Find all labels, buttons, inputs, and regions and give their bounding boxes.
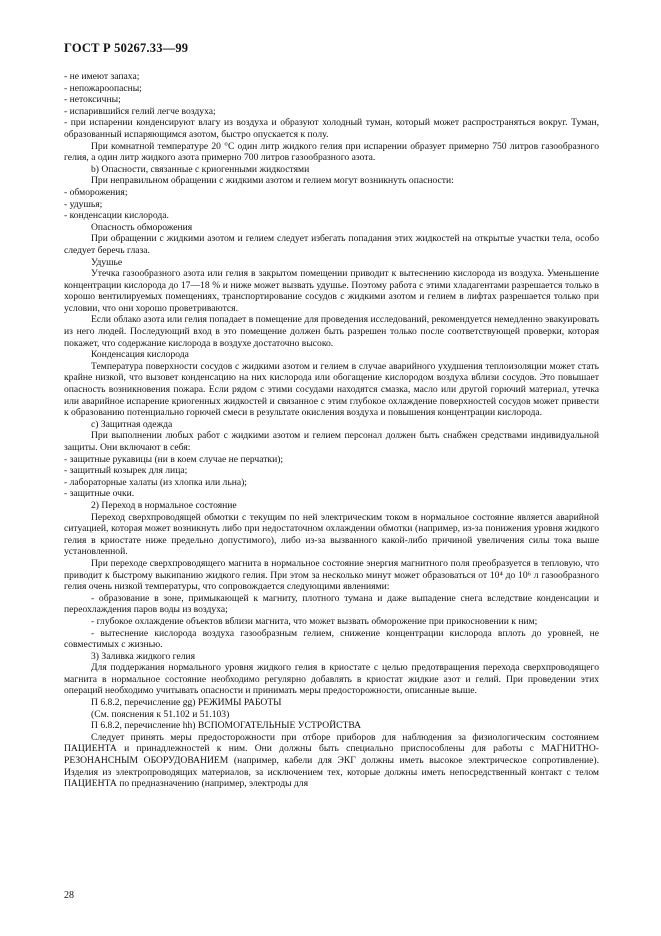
paragraph: - при испарении конденсируют влагу из воздуха и образуют холодный туман, который может распространяться вокруг. Туман, образованный испаряющимся азотом, быстро опускается к полу. — [64, 117, 599, 140]
paragraph: - конденсации кислорода. — [64, 210, 169, 222]
paragraph: (См. пояснения к 51.102 и 51.103) — [91, 708, 230, 720]
paragraph: - защитный козырек для лица; — [64, 465, 188, 477]
paragraph: Для поддержания нормального уровня жидкого гелия в криостате с целью предотвращения перехода сверхпроводящего магнита в нормальное состояние необходимо регулярно добавлять в криостат жидкие азот и гелий. При проведении этих операций необходимо учитывать опасности и принимать меры предосторожности, описанные выше. — [64, 662, 599, 697]
paragraph: 2) Переход в нормальное состояние — [91, 499, 237, 511]
paragraph: Если облако азота или гелия попадает в помещение для проведения исследований, рекомендуется немедленно эвакуировать из него людей. Последующий вход в это помещение должен быть разрешен только после соответствующей проверки, которая покажет, что содержание кислорода в воздухе достаточно высоко. — [64, 314, 599, 349]
paragraph: - защитные рукавицы (ни в коем случае не перчатки); — [64, 453, 284, 465]
paragraph: При комнатной температуре 20 °С один литр жидкого гелия при испарении образует примерно 750 литров газообразного гелия, а один литр жидкого азота примерно 700 литров газообразного азота. — [64, 140, 599, 164]
paragraph: Удушье — [91, 256, 123, 268]
paragraph: - не имеют запаха; — [64, 71, 140, 82]
paragraph: - лабораторные халаты (из хлопка или льна); — [64, 476, 247, 488]
paragraph: При неправильном обращении с жидкими азотом и гелием могут возникнуть опасности: — [91, 175, 454, 187]
paragraph: П 6.8.2, перечисление gg) РЕЖИМЫ РАБОТЫ — [91, 697, 282, 709]
page-number: 28 — [64, 890, 74, 901]
paragraph: - образование в зоне, примыкающей к магниту, плотного тумана и даже выпадение снега вследствие конденсации и переохлаждения паров воды из воздуха; — [64, 592, 599, 616]
paragraph: - обморожения; — [64, 186, 128, 198]
standard-code: ГОСТ Р 50267.33—99 — [64, 41, 189, 55]
paragraph: Утечка газообразного азота или гелия в закрытом помещении приводит к вытеснению кислорода из воздуха. Уменьшение концентрации кислорода до 17—18 % и ниже может вызвать удушье. Поэтому работа с этими хладагентами разрешается только в хорошо вентилируемых помещениях, транспортирование сосудов с жидкими азотом и гелием в лифтах разрешается только при условии, что они хорошо проветриваются. — [64, 268, 599, 314]
paragraph: - вытеснение кислорода воздуха газообразным гелием, снижение концентрации кислорода вплоть до уровней, не совместимых с жизнью. — [64, 627, 599, 651]
paragraph: Переход сверхпроводящей обмотки с текущим по ней электрическим током в нормальное состояние является аварийной ситуацией, которая может возникнуть либо при недостаточном охлаждении обмотки (например, из-за понижения уровня жидкого гелия в криостате ниже предельно допустимого), либо из-за вызванного какой-либо причиной увеличения силы тока выше установленной. — [64, 511, 599, 558]
page-header — [64, 41, 188, 56]
paragraph: c) Защитная одежда — [91, 418, 173, 430]
paragraph: - непожароопасны; — [64, 82, 142, 94]
paragraph: b) Опасности, связанные с криогенными жидкостями — [91, 163, 310, 175]
paragraph: - нетоксичны; — [64, 94, 121, 106]
paragraph: 3) Заливка жидкого гелия — [91, 650, 196, 662]
paragraph: - глубокое охлаждение объектов вблизи магнита, что может вызвать обморожение при прикосновении к ним; — [91, 615, 538, 627]
document-body — [64, 71, 599, 790]
paragraph: - испарившийся гелий легче воздуха; — [64, 105, 216, 117]
paragraph: Конденсация кислорода — [91, 349, 189, 361]
paragraph: При обращении с жидкими азотом и гелием следует избегать попадания этих жидкостей на открытые участки тела, особо следует беречь глаза. — [64, 233, 599, 256]
paragraph: - защитные очки. — [64, 488, 135, 500]
paragraph: Температура поверхности сосудов с жидкими азотом и гелием в случае аварийного ухудшения теплоизоляции может стать крайне низкой, что вызовет конденсацию на них кислорода или обогащение кислородом воздуха вблизи сосудов. Это повышает опасность возникновения пожара. Если рядом с этими сосудами находятся смазка, масло или другой горючий материал, утечка или аварийное испарение криогенных жидкостей и связанное с этим глубокое охлаждение поверхностей сосудов может привести к образованию потенциально горючей смеси в результате окисления воздуха и повышения концентрации кислорода. — [64, 360, 599, 419]
paragraph: - удушья; — [64, 198, 103, 210]
paragraph: Опасность обморожения — [91, 221, 193, 233]
paragraph: П 6.8.2, перечисление hh) ВСПОМОГАТЕЛЬНЫЕ УСТРОЙСТВА — [91, 720, 362, 732]
paragraph: При выполнении любых работ с жидкими азотом и гелием персонал должен быть снабжен средствами индивидуальной защиты. Они включают в себя: — [64, 430, 599, 453]
paragraph: При переходе сверхпроводящего магнита в нормальное состояние энергия магнитного поля преобразуется в тепловую, что приводит к быстрому выкипанию жидкого гелия. При этом за несколько минут может образоваться от 10⁴ до 10⁶ л газообразного гелия очень низкой температуры, что сопровождается следующими явлениями: — [64, 557, 599, 593]
paragraph: Следует принять меры предосторожности при отборе приборов для наблюдения за физиологическим состоянием ПАЦИЕНТА и принадлежностей к ним. Они должны быть специально приспособлены для работы с МАГНИТНО-РЕЗОНАНСНЫМ ОБОРУДОВАНИЕМ (например, кабели для ЭКГ должны иметь высокое электрическое сопротивление). Изделия из электропроводящих материалов, за исключением тех, которые должны иметь непосредственный контакт с телом ПАЦИЕНТА по предназначению (например, электроды для — [64, 731, 599, 790]
